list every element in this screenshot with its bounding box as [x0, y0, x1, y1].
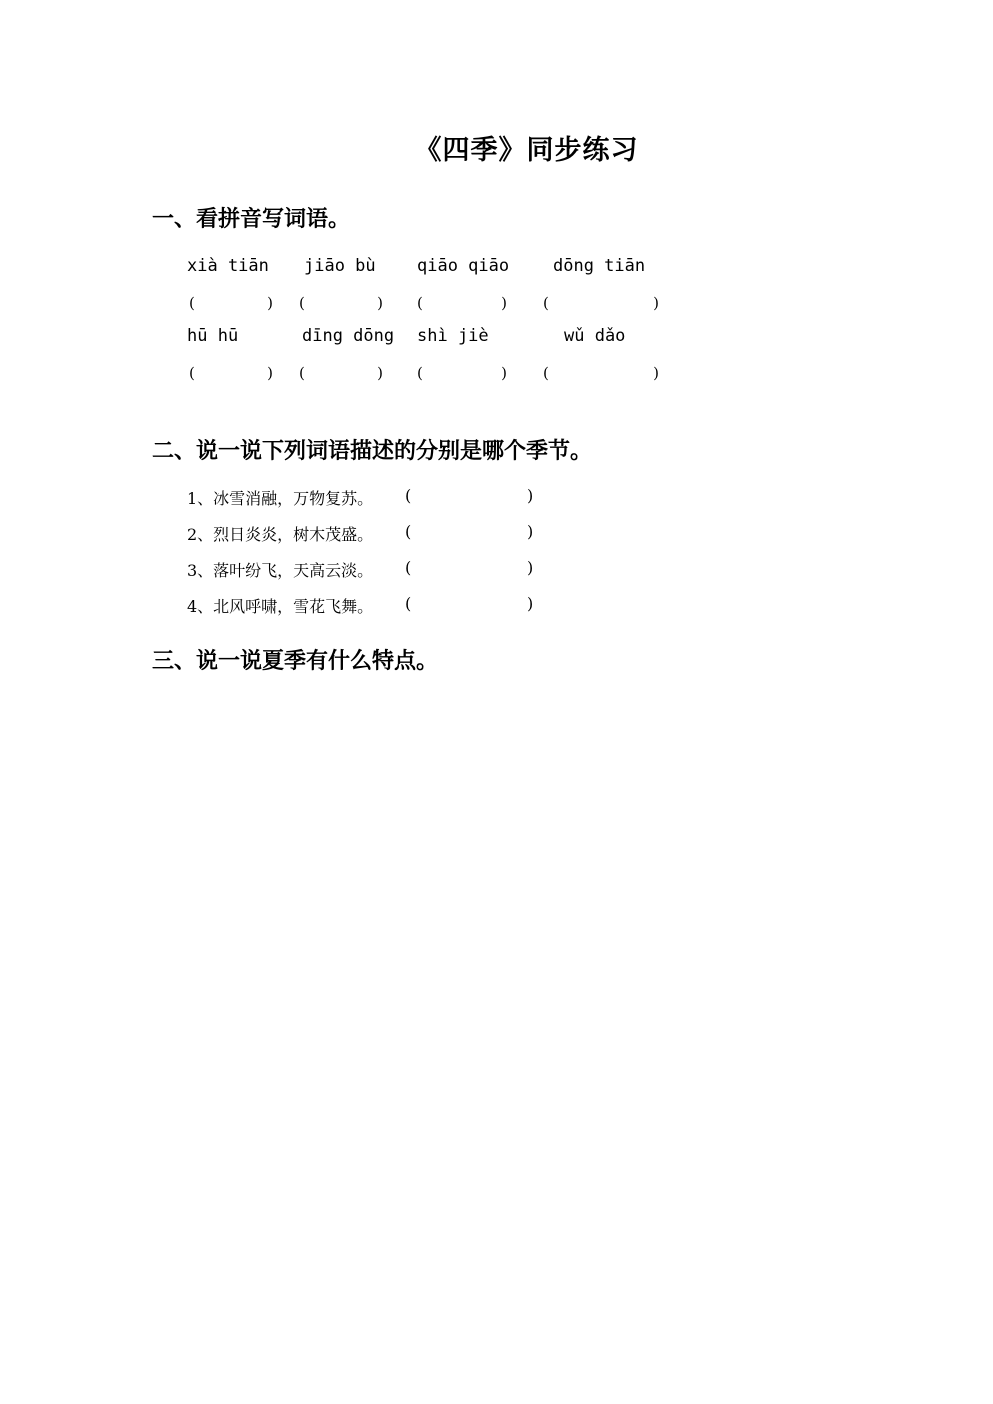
pinyin-row [187, 326, 687, 356]
question-text: 2、烈日炎炎，树木茂盛。 [187, 525, 374, 544]
answer-blank[interactable]: ( ) [299, 294, 383, 312]
answer-blank[interactable]: ( ) [189, 364, 273, 382]
question-text: 1、冰雪消融，万物复苏。 [187, 489, 374, 508]
answer-blank-close: ) [527, 522, 534, 541]
answer-blank[interactable]: ( ) [543, 294, 659, 312]
answer-blank-open[interactable]: ( [405, 486, 412, 505]
pinyin-word: dōng tiān [553, 256, 646, 276]
list-item [187, 594, 587, 620]
answer-blank-close: ) [527, 594, 534, 613]
list-item [187, 486, 587, 512]
pinyin-word: xià tiān [187, 256, 269, 276]
pinyin-exercise [187, 256, 687, 396]
pinyin-word: shì jiè [417, 326, 489, 346]
pinyin-word: jiāo bù [304, 256, 376, 276]
list-item [187, 558, 587, 584]
answer-blank[interactable]: ( ) [417, 294, 507, 312]
answer-blank[interactable]: ( ) [543, 364, 659, 382]
section-3-heading: 三、说一说夏季有什么特点。 [152, 648, 439, 674]
pinyin-row [187, 256, 687, 286]
answer-blank-close: ) [527, 486, 534, 505]
pinyin-word: wǔ dǎo [564, 326, 626, 346]
answer-blank[interactable]: ( ) [417, 364, 507, 382]
section-2-heading: 二、说一说下列词语描述的分别是哪个季节。 [152, 438, 593, 464]
pinyin-word: dīng dōng [302, 326, 395, 346]
answer-blank-open[interactable]: ( [405, 594, 412, 613]
answer-blank[interactable]: ( ) [299, 364, 383, 382]
answer-blank-open[interactable]: ( [405, 558, 412, 577]
section-1-heading: 一、看拼音写词语。 [152, 206, 351, 232]
answer-blank-close: ) [527, 558, 534, 577]
answer-blank-row [187, 294, 687, 318]
answer-blank-row [187, 364, 687, 388]
page-title: 《四季》同步练习 [414, 135, 639, 166]
question-text: 3、落叶纷飞，天高云淡。 [187, 561, 374, 580]
question-text: 4、北风呼啸，雪花飞舞。 [187, 597, 374, 616]
list-item [187, 522, 587, 548]
pinyin-word: hū hū [187, 326, 239, 346]
answer-blank[interactable]: ( ) [189, 294, 273, 312]
pinyin-word: qiāo qiāo [417, 256, 510, 276]
answer-blank-open[interactable]: ( [405, 522, 412, 541]
